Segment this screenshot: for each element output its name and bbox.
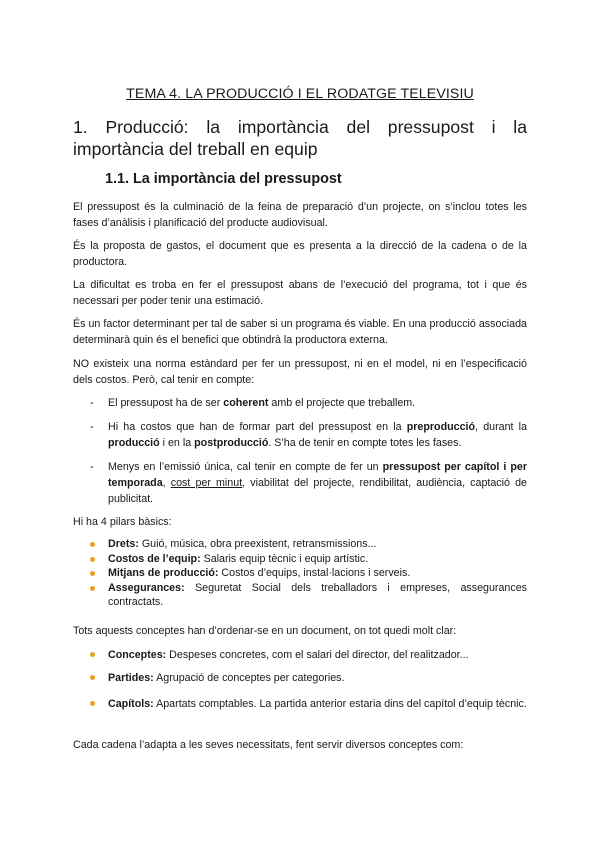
- list-item-bold: pressupost per capítol i per temporada: [108, 461, 527, 489]
- list-item-text: , viabilitat del projecte, rendibilitat, audiència, captació de publicitat.: [108, 477, 527, 505]
- bullet-icon: [90, 586, 95, 591]
- list-item: [73, 459, 527, 507]
- list-item-bold: postproducció: [194, 437, 269, 449]
- list-item: [73, 552, 527, 567]
- pilars-list: [73, 537, 527, 610]
- list-item-bold: preproducció: [406, 421, 476, 433]
- subsection-heading: 1.1. La importància del pressupost: [105, 171, 342, 187]
- list-item-text: Menys en l’emissió única, cal tenir en compte de fer un: [108, 461, 383, 473]
- requirements-list: [73, 395, 527, 411]
- conceptes-list: [73, 647, 527, 663]
- list-item-text: El pressupost ha de ser: [108, 397, 224, 409]
- list-item-text: Guió, música, obra preexistent, retransmissions...: [138, 538, 377, 550]
- list-item: [73, 537, 527, 552]
- bullet-icon: [90, 557, 95, 562]
- section-heading-line-1: 1. Producció: la importància del pressupost i la: [73, 117, 527, 137]
- conceptes-list: [73, 696, 527, 712]
- list-item-term: Mitjans de producció:: [108, 567, 219, 579]
- paragraph-5: NO existeix una norma estàndard per fer un pressupost, ni en el model, ni en l’especificació dels costos. Però, cal tenir en compte:: [73, 358, 527, 386]
- list-item-term: Assegurances:: [108, 581, 185, 594]
- list-item: [73, 566, 527, 581]
- list-item: [73, 395, 527, 411]
- paragraph-3: La dificultat es troba en fer el pressupost abans de l’execució del programa, tot i que és necessari per poder tenir una estimació.: [73, 279, 527, 307]
- list-item-text: , durant la: [475, 421, 528, 433]
- requirements-list: [73, 459, 527, 507]
- list-item-text: Despeses concretes, com el salari del director, del realitzador...: [166, 649, 469, 661]
- paragraph-1: El pressupost és la culminació de la feina de preparació d’un projecte, on s’inclou totes les fases d’anàlisis i planificació del producte audiovisual.: [73, 201, 527, 229]
- list-item-text: Costos d’equips, instal·lacions i serveis.: [218, 567, 411, 579]
- requirements-list: [73, 419, 527, 451]
- list-item-term: Capítols:: [108, 698, 154, 710]
- list-item-text: i en la: [159, 437, 195, 449]
- list-item-term: Costos de l’equip:: [108, 552, 201, 565]
- list-item-text: Salaris equip tècnic i equip artístic.: [200, 552, 369, 565]
- list-item-term: Partides:: [108, 672, 154, 684]
- list-item: [73, 419, 527, 451]
- list-item-text: Apartats comptables. La partida anterior estaria dins del capítol d’equip tècnic.: [153, 698, 527, 710]
- list-item-text: . S’ha de tenir en compte totes les fases.: [268, 437, 462, 449]
- document-title: TEMA 4. LA PRODUCCIÓ I EL RODATGE TELEVISIU: [126, 86, 474, 102]
- list-item: [73, 670, 527, 686]
- section-heading: [73, 116, 527, 160]
- paragraph-8: Cada cadena l’adapta a les seves necessitats, fent servir diversos conceptes com:: [73, 739, 464, 751]
- bullet-icon: [90, 701, 95, 706]
- list-item-text: Seguretat Social dels treballadors i empreses, assegurances contractats.: [108, 581, 527, 608]
- list-item-text: amb el projecte que treballem.: [268, 397, 416, 409]
- list-item-underlined: cost per minut: [170, 477, 243, 489]
- bullet-icon: [90, 652, 95, 657]
- paragraph-4: És un factor determinant per tal de saber si un programa és viable. En una producció associada determinarà quin és el benefici que obtindrà la productora externa.: [73, 318, 527, 346]
- bullet-icon: [90, 675, 95, 680]
- paragraph-2: És la proposta de gastos, el document que es presenta a la direcció de la cadena o de la productora.: [73, 240, 527, 268]
- list-item-term: Drets:: [108, 538, 139, 550]
- list-item-bold: coherent: [223, 397, 269, 409]
- section-heading-line-2: importància del treball en equip: [73, 139, 318, 159]
- list-item-text: Hi ha costos que han de formar part del pressupost en la: [108, 421, 407, 433]
- list-item-bold: producció: [108, 437, 160, 449]
- bullet-icon: [90, 571, 95, 576]
- list-item: [73, 696, 527, 712]
- paragraph-7: Tots aquests conceptes han d’ordenar-se en un document, on tot quedi molt clar:: [73, 625, 457, 637]
- bullet-icon: [90, 542, 95, 547]
- list-item: [73, 581, 527, 610]
- list-item-term: Conceptes:: [108, 649, 167, 661]
- list-item: [73, 647, 527, 663]
- paragraph-6: Hi ha 4 pilars bàsics:: [73, 516, 172, 528]
- conceptes-list: [73, 670, 527, 686]
- list-item-text: Agrupació de conceptes per categories.: [153, 672, 345, 684]
- list-item-text: ,: [162, 477, 171, 489]
